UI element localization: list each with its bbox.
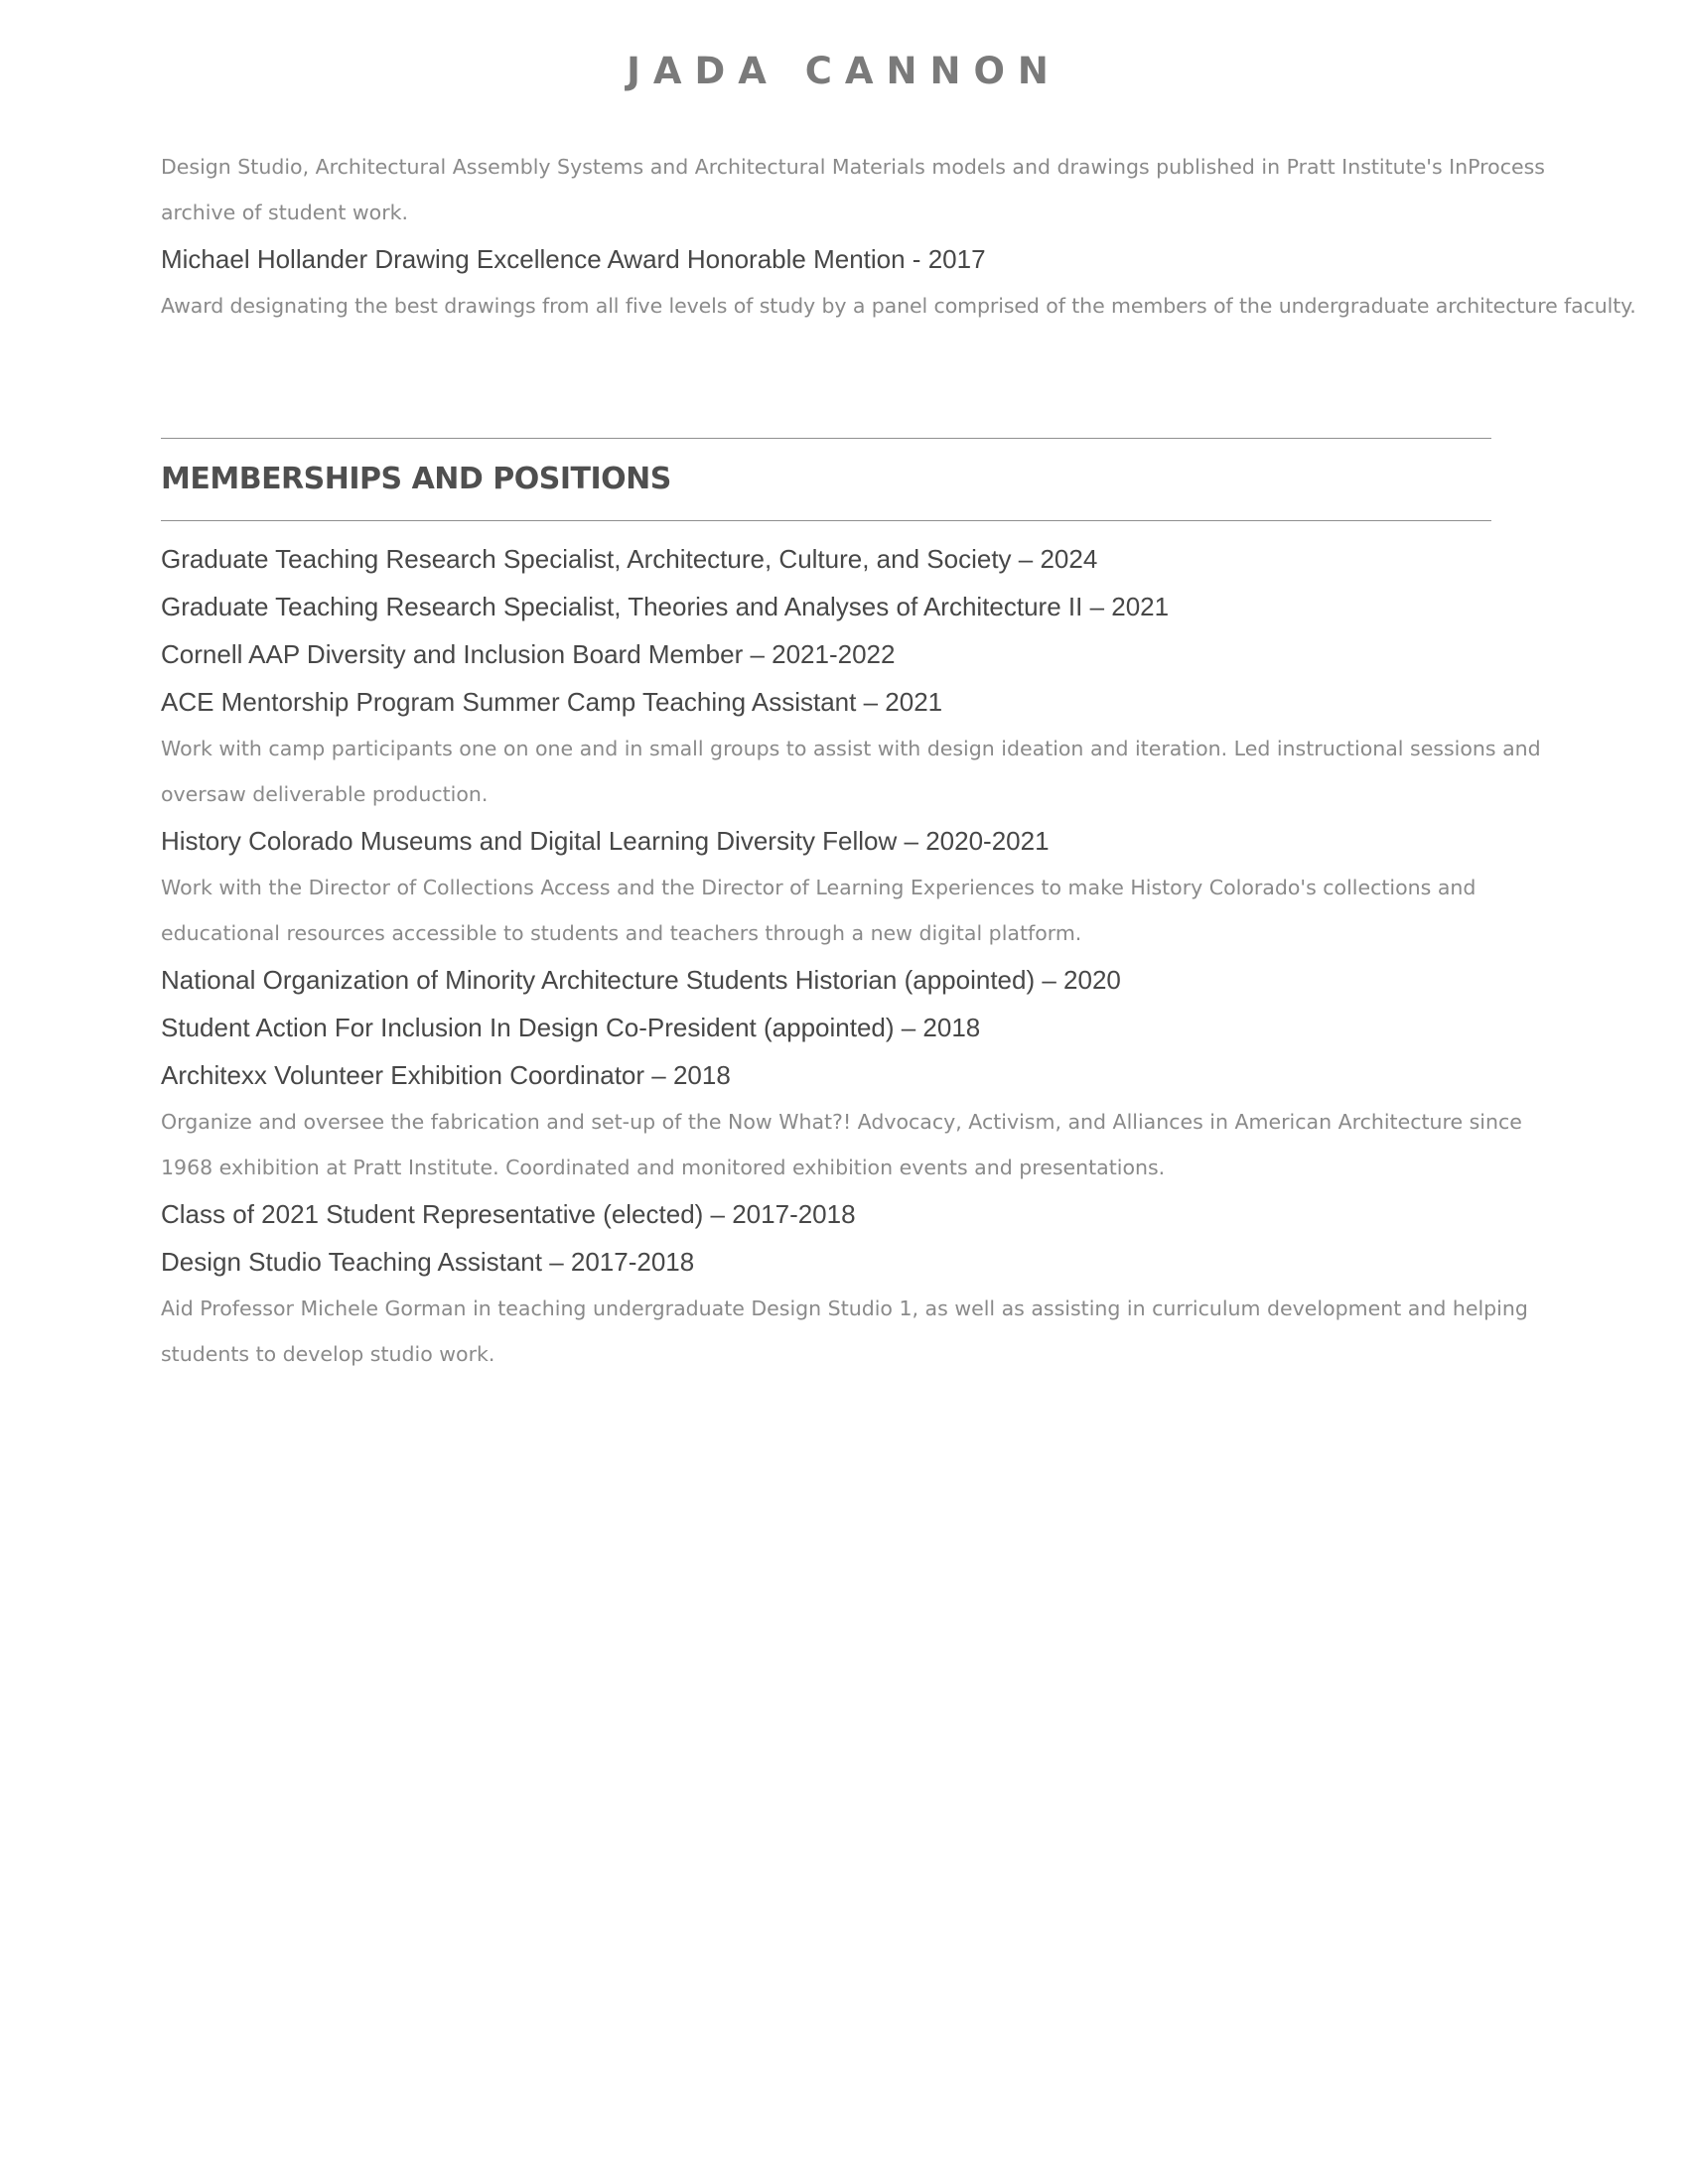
membership-title: Design Studio Teaching Assistant – 2017-2018 xyxy=(161,1247,695,1277)
award-title: Michael Hollander Drawing Excellence Award Honorable Mention - 2017 xyxy=(161,244,986,274)
membership-title: Class of 2021 Student Representative (elected) – 2017-2018 xyxy=(161,1199,856,1229)
resume-name: JADA CANNON xyxy=(627,50,1061,92)
section-title-memberships: MEMBERSHIPS AND POSITIONS xyxy=(161,462,671,496)
resume-content xyxy=(161,144,1636,1377)
membership-description: Work with camp participants one on one and in small groups to assist with design ideation and iteration. Led instructional sessions and oversaw deliverable production. xyxy=(161,737,1541,806)
memberships-list xyxy=(161,535,1571,1377)
membership-title: Architexx Volunteer Exhibition Coordinator – 2018 xyxy=(161,1060,731,1090)
membership-title: Graduate Teaching Research Specialist, Architecture, Culture, and Society – 2024 xyxy=(161,544,1098,574)
membership-description: Aid Professor Michele Gorman in teaching undergraduate Design Studio 1, as well as assisting in curriculum development and helping students to develop studio work. xyxy=(161,1297,1528,1366)
membership-title: ACE Mentorship Program Summer Camp Teaching Assistant – 2021 xyxy=(161,687,943,717)
section-spacer xyxy=(161,329,1571,438)
awards-list xyxy=(161,235,1636,329)
membership-title: Graduate Teaching Research Specialist, Theories and Analyses of Architecture II – 2021 xyxy=(161,592,1170,621)
membership-title: Student Action For Inclusion In Design Co-President (appointed) – 2018 xyxy=(161,1013,981,1042)
section-spacer xyxy=(161,521,1571,535)
membership-title: Cornell AAP Diversity and Inclusion Board Member – 2021-2022 xyxy=(161,639,896,669)
membership-title: History Colorado Museums and Digital Learning Diversity Fellow – 2020-2021 xyxy=(161,826,1050,856)
membership-description: Organize and oversee the fabrication and set-up of the Now What?! Advocacy, Activism, and Alliances in American Architecture since 1968 exhibition at Pratt Institute. Coordinated and monitored exhibition events and presentations. xyxy=(161,1110,1522,1179)
membership-title: National Organization of Minority Architecture Students Historian (appointed) – 2020 xyxy=(161,965,1121,995)
membership-description: Work with the Director of Collections Access and the Director of Learning Experiences to make History Colorado's collections and educational resources accessible to students and teachers through a new digital platform. xyxy=(161,876,1477,945)
award-description: Award designating the best drawings from all five levels of study by a panel comprised of the members of the undergraduate architecture faculty. xyxy=(161,294,1636,318)
award-prior-description: Design Studio, Architectural Assembly Systems and Architectural Materials models and drawings published in Pratt Institute's InProcess archive of student work. xyxy=(161,155,1545,224)
